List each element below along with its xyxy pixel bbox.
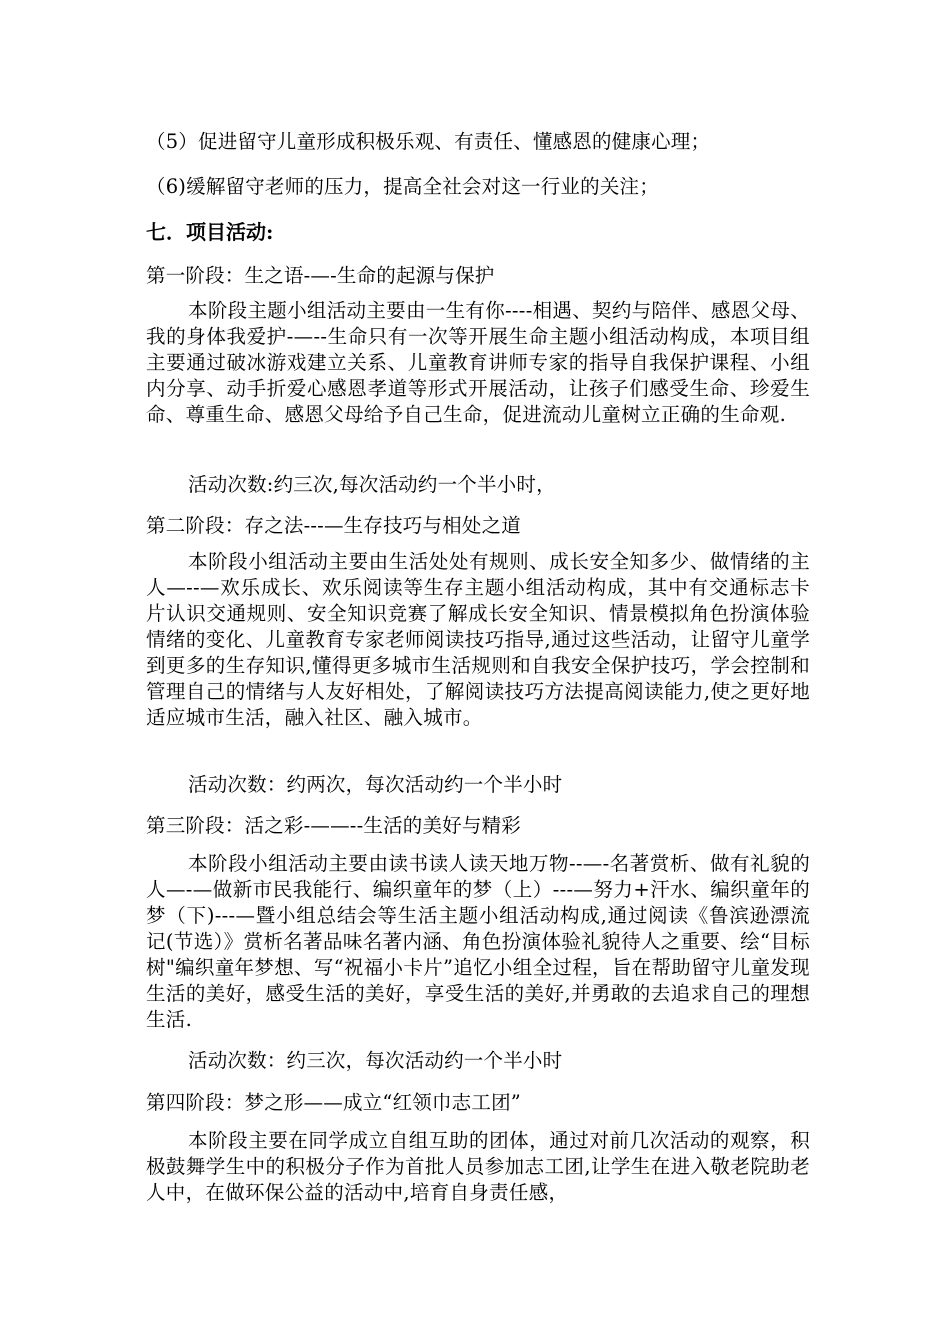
stage-3-title: 第三阶段：活之彩-——--生活的美好与精彩 <box>146 814 521 837</box>
goal-item-6: （6)缓解留守老师的压力，提高全社会对这一行业的关注； <box>146 175 659 198</box>
stage-4-body: 本阶段主要在同学成立自组互助的团体，通过对前几次活动的观察，积极鼓舞学生中的积极分子作为首批人员参加志工团,让学生在进入敬老院助老人中，在做环保公益的活动中,培育自身责任感， <box>146 1129 810 1204</box>
stage-2-body: 本阶段小组活动主要由生活处处有规则、成长安全知多少、做情绪的主人—--—欢乐成长、欢乐阅读等生存主题小组活动构成，其中有交通标志卡片认识交通规则、安全知识竞赛了解成长安全知识、情景模拟角色扮演体验情绪的变化、儿童教育专家老师阅读技巧指导,通过这些活动，让留守儿童学到更多的生存知识,懂得更多城市生活规则和自我安全保护技巧，学会控制和管理自己的情绪与人友好相处，了解阅读技巧方法提高阅读能力,使之更好地适应城市生活，融入社区、融入城市。 <box>146 550 810 729</box>
stage-2-title: 第二阶段：存之法---—生存技巧与相处之道 <box>146 514 521 537</box>
stage-2-count: 活动次数：约两次，每次活动约一个半小时 <box>188 773 563 796</box>
stage-3-body: 本阶段小组活动主要由读书读人读天地万物--—-名著赏析、做有礼貌的人—-—做新市民我能行、编织童年的梦（上）---—努力+汗水、编织童年的梦（下)---—暨小组总结会等生活主题小组活动构成,通过阅读《鲁滨逊漂流记(节选）》赏析名著品味名著内涵、角色扮演体验礼貌待人之重要、绘“目标树"编织童年梦想、写“祝福小卡片”追忆小组全过程，旨在帮助留守儿童发现生活的美好，感受生活的美好，享受生活的美好,并勇敢的去追求自己的理想生活. <box>146 852 810 1031</box>
stage-4-title: 第四阶段：梦之形——成立“红领巾志工团” <box>146 1091 521 1114</box>
goal-item-5: （5）促进留守儿童形成积极乐观、有责任、懂感恩的健康心理； <box>146 130 711 153</box>
stage-1-count: 活动次数:约三次,每次活动约一个半小时， <box>188 473 556 496</box>
section-heading: 七．项目活动: <box>146 220 274 244</box>
stage-1-title: 第一阶段：生之语-—-生命的起源与保护 <box>146 264 495 287</box>
stage-3-count: 活动次数：约三次，每次活动约一个半小时 <box>188 1049 563 1072</box>
stage-1-body: 本阶段主题小组活动主要由一生有你----相遇、契约与陪伴、感恩父母、我的身体我爱护-—--生命只有一次等开展生命主题小组活动构成，本项目组主要通过破冰游戏建立关系、儿童教育讲师专家的指导自我保护课程、小组内分享、动手折爱心感恩孝道等形式开展活动，让孩子们感受生命、珍爱生命、尊重生命、感恩父母给予自己生命，促进流动儿童树立正确的生命观. <box>146 299 810 426</box>
